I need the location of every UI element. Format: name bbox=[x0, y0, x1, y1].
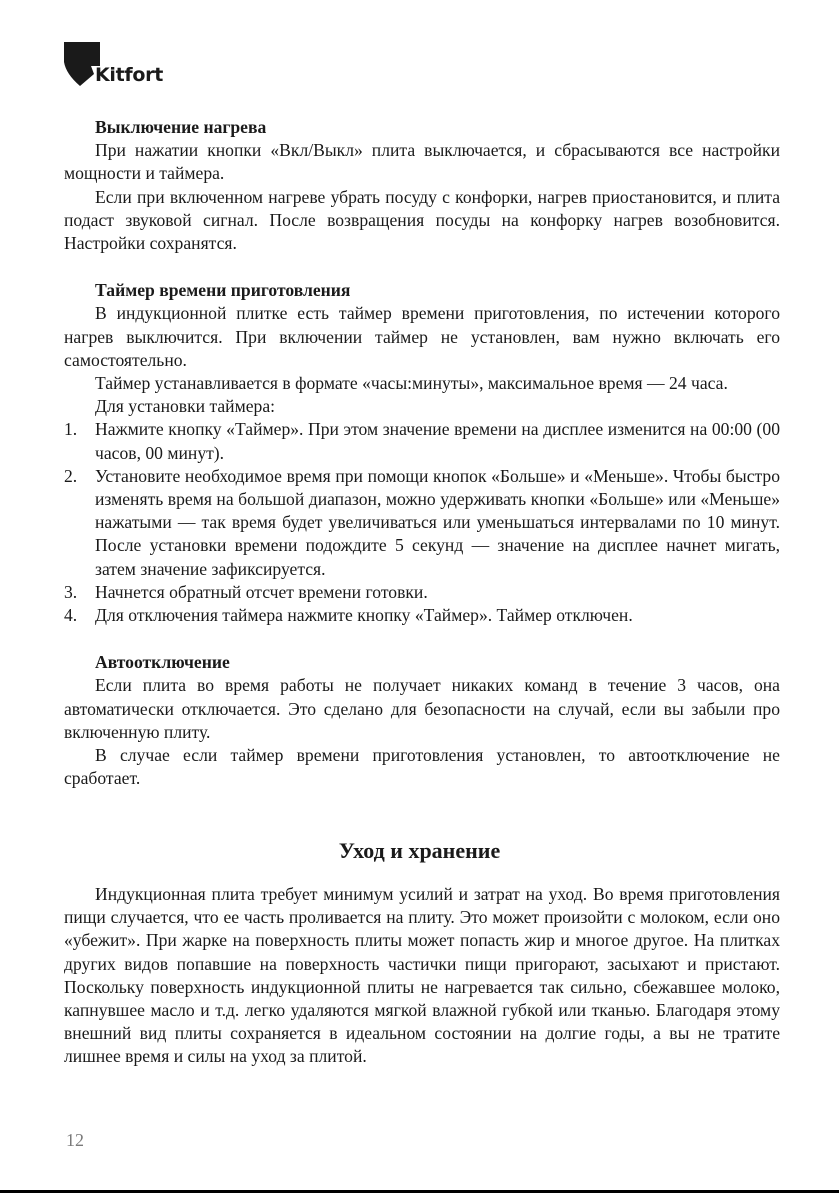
page-number: 12 bbox=[66, 1130, 84, 1150]
step-number: 3. bbox=[64, 581, 78, 602]
section-cooking-timer bbox=[64, 279, 780, 627]
section-heat-off bbox=[64, 116, 780, 255]
step-text: Установите необходимое время при помощи кнопок «Больше» и «Меньше». Чтобы быстро изменять время на большой диапазон, можно удерживать кнопки «Больше» или «Меньше» нажатыми — так время будет увеличиваться или уменьшаться интервалами по 10 минут. После установки времени подождите 5 секунд — значение на дисплее начнет мигать, затем значение зафиксируется. bbox=[95, 465, 780, 579]
care-heading: Уход и хранение bbox=[338, 838, 501, 863]
step-number: 2. bbox=[64, 465, 78, 486]
brand-logo bbox=[64, 42, 174, 92]
step-text: Нажмите кнопку «Таймер». При этом значение времени на дисплее изменится на 00:00 (00 часов, 00 минут). bbox=[95, 419, 780, 463]
list-item bbox=[64, 465, 780, 581]
care-section bbox=[64, 883, 780, 1069]
paragraph: Индукционная плита требует минимум усилий и затрат на уход. Во время приготовления пищи случается, что ее часть проливается на плиту. Это может произойти с молоком, если оно «убежит». При жарке на поверхность плиты может попасть жир и многое другое. На плитках других видов попавшие на поверхность частички пищи пригорают, засыхают и пристают. Поскольку поверхность индукционной плиты не нагревается так сильно, сбежавшее молоко, капнувшее масло и т.д. легко удаляются мягкой влажной губкой или тканью. Благодаря этому внешний вид плиты сохраняется в идеальном состоянии на долгие годы, а вы не тратите лишнее время и силы на уход за плитой. bbox=[64, 884, 780, 1067]
section-title: Выключение нагрева bbox=[95, 117, 267, 137]
brand-name: Kitfort bbox=[95, 64, 163, 86]
list-item bbox=[64, 418, 780, 464]
section-title: Автоотключение bbox=[95, 652, 230, 673]
paragraph: В индукционной плитке есть таймер времени приготовления, по истечении которого нагрев выключится. При включении таймер не установлен, вам нужно включать его самостоятельно. bbox=[64, 303, 780, 370]
step-number: 4. bbox=[64, 605, 78, 626]
timer-steps-list bbox=[64, 418, 780, 627]
section-title: Таймер времени приготовления bbox=[95, 280, 351, 301]
paragraph: Для установки таймера: bbox=[95, 396, 276, 417]
manual-content bbox=[64, 116, 780, 790]
paragraph: Если при включенном нагреве убрать посуду с конфорки, нагрев приостановится, и плита подаст звуковой сигнал. После возвращения посуды на конфорку нагрев возобновится. Настройки сохранятся. bbox=[64, 186, 780, 254]
step-text: Начнется обратный отсчет времени готовки. bbox=[95, 581, 428, 602]
list-item bbox=[64, 604, 780, 627]
step-text: Для отключения таймера нажмите кнопку «Таймер». Таймер отключен. bbox=[95, 605, 633, 626]
paragraph: Если плита во время работы не получает никаких команд в течение 3 часов, она автоматически отключается. Это сделано для безопасности на случай, если вы забыли про включенную плиту. bbox=[64, 675, 780, 742]
paragraph: Таймер устанавливается в формате «часы:минуты», максимальное время — 24 часа. bbox=[95, 373, 728, 394]
step-number: 1. bbox=[64, 419, 78, 440]
list-item bbox=[64, 581, 780, 604]
paragraph: При нажатии кнопки «Вкл/Выкл» плита выключается, и сбрасываются все настройки мощности и таймера. bbox=[64, 140, 780, 184]
section-auto-off bbox=[64, 651, 780, 790]
paragraph: В случае если таймер времени приготовления установлен, то автоотключение не сработает. bbox=[64, 745, 780, 789]
